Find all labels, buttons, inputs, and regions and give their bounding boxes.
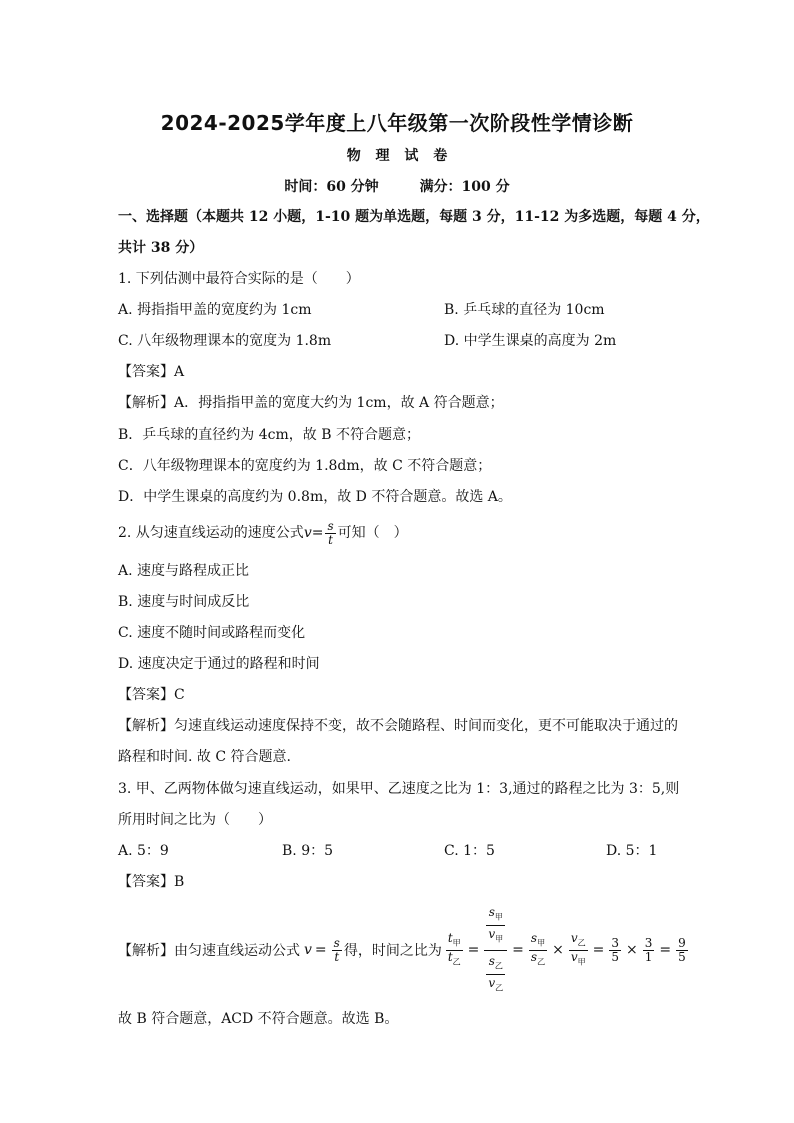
eq-equals-3: =: [512, 942, 524, 958]
q1-analysis-1: 【解析】A．拇指指甲盖的宽度大约为 1cm，故 A 符合题意；: [118, 395, 504, 411]
q1-analysis-3: C．八年级物理课本的宽度约为 1.8dm，故 C 不符合题意；: [118, 458, 492, 474]
q2-stem-prefix: 2. 从匀速直线运动的速度公式: [118, 525, 304, 541]
q3-option-a: A. 5：9: [118, 843, 169, 859]
eq-v: v: [304, 942, 312, 958]
q1-answer: 【答案】A: [118, 364, 185, 380]
ratio-s: $\frac{s_甲}{s_乙}$: [530, 931, 546, 966]
eq-s-over-t: [332, 937, 342, 964]
exam-title: 2024-2025学年度上八年级第一次阶段性学情诊断: [160, 111, 634, 135]
q1-option-c: C. 八年级物理课本的宽度为 1.8m: [118, 333, 332, 349]
section-heading-line2: 共计 38 分）: [118, 240, 204, 256]
q2-option-a: A. 速度与路程成正比: [118, 563, 250, 579]
q1-option-b: B. 乒乓球的直径为 10cm: [444, 302, 605, 318]
q2-option-b: B. 速度与时间成反比: [118, 594, 250, 610]
formula-v: v: [303, 525, 312, 541]
num-nine-fifths: $\frac{9}{5}$: [678, 935, 686, 964]
q2-option-d: D. 速度决定于通过的路程和时间: [118, 656, 320, 672]
q3-option-b: B. 9：5: [282, 843, 334, 859]
q1-analysis-2: B．乒乓球的直径约为 4cm，故 B 不符合题意；: [118, 427, 420, 443]
q1-analysis-4: D．中学生课桌的高度约为 0.8m，故 D 不符合题意。故选 A。: [118, 489, 512, 505]
ratio-t-num: $t_甲$: [446, 932, 463, 950]
compound-fraction: [484, 902, 507, 999]
q3-analysis-equation: [118, 905, 690, 995]
q2-option-c: C. 速度不随时间或路程而变化: [118, 625, 306, 641]
eq-equals: =: [314, 942, 327, 958]
ratio-t: [446, 932, 463, 968]
q2-analysis-1: 【解析】匀速直线运动速度保持不变，故不会随路程、时间而变化，更不可能取决于通过的: [118, 718, 678, 734]
eq-equals-4: =: [592, 942, 605, 958]
compound-num: $\frac{s_甲}{v_甲}$: [484, 902, 507, 951]
q3-analysis-mid: 得，时间之比为: [343, 943, 442, 959]
formula-eq: =: [311, 525, 324, 541]
exam-time: 时间：60 分钟: [284, 179, 379, 195]
ratio-t-den: $t_乙$: [447, 949, 461, 966]
q1-stem: 1. 下列估测中最符合实际的是（ ）: [118, 271, 360, 287]
compound-den: $\frac{s_乙}{v_乙}$: [488, 953, 504, 993]
exam-meta: [0, 176, 794, 196]
q3-stem-1: 3. 甲、乙两物体做匀速直线运动，如果甲、乙速度之比为 1：3,通过的路程之比为 3：5,则: [118, 781, 680, 797]
eq-times-2: ×: [625, 942, 638, 958]
ratio-v: $\frac{v_乙}{v_甲}$: [570, 931, 586, 966]
q3-option-c: C. 1：5: [444, 843, 495, 859]
eq-equals-2: =: [467, 942, 480, 958]
q2-stem-suffix: 可知（ ）: [337, 525, 408, 541]
eq-times-1: ×: [552, 942, 564, 958]
formula-denominator: t: [328, 532, 333, 547]
section-heading-line1: 一、选择题（本题共 12 小题，1-10 题为单选题，每题 3 分，11-12 为多选题，每题 4 分，: [118, 209, 710, 225]
exam-subtitle: 物 理 试 卷: [346, 148, 448, 164]
q1-option-d: D. 中学生课桌的高度为 2m: [444, 333, 617, 349]
num-three-fifths: $\frac{3}{5}$: [611, 935, 619, 964]
q3-stem-2: 所用时间之比为（ ）: [118, 812, 272, 828]
q2-analysis-2: 路程和时间. 故 C 符合题意.: [118, 749, 291, 765]
eq-equals-5: =: [659, 942, 672, 958]
eq-s: s: [333, 935, 340, 950]
q1-option-a: A. 拇指指甲盖的宽度约为 1cm: [118, 302, 312, 318]
exam-score: 满分：100 分: [419, 179, 510, 195]
q2-stem: [118, 515, 408, 551]
num-three-over-one: $\frac{3}{1}$: [644, 935, 653, 964]
q3-analysis-prefix: 【解析】由匀速直线运动公式: [118, 943, 300, 959]
eq-t: t: [334, 949, 340, 964]
q3-answer: 【答案】B: [118, 874, 185, 890]
q3-conclusion: 故 B 符合题意，ACD 不符合题意。故选 B。: [118, 1011, 399, 1027]
q2-answer: 【答案】C: [118, 687, 185, 703]
formula-fraction: [325, 520, 335, 547]
q3-option-d: D. 5：1: [606, 843, 658, 859]
formula-numerator: s: [327, 518, 334, 533]
